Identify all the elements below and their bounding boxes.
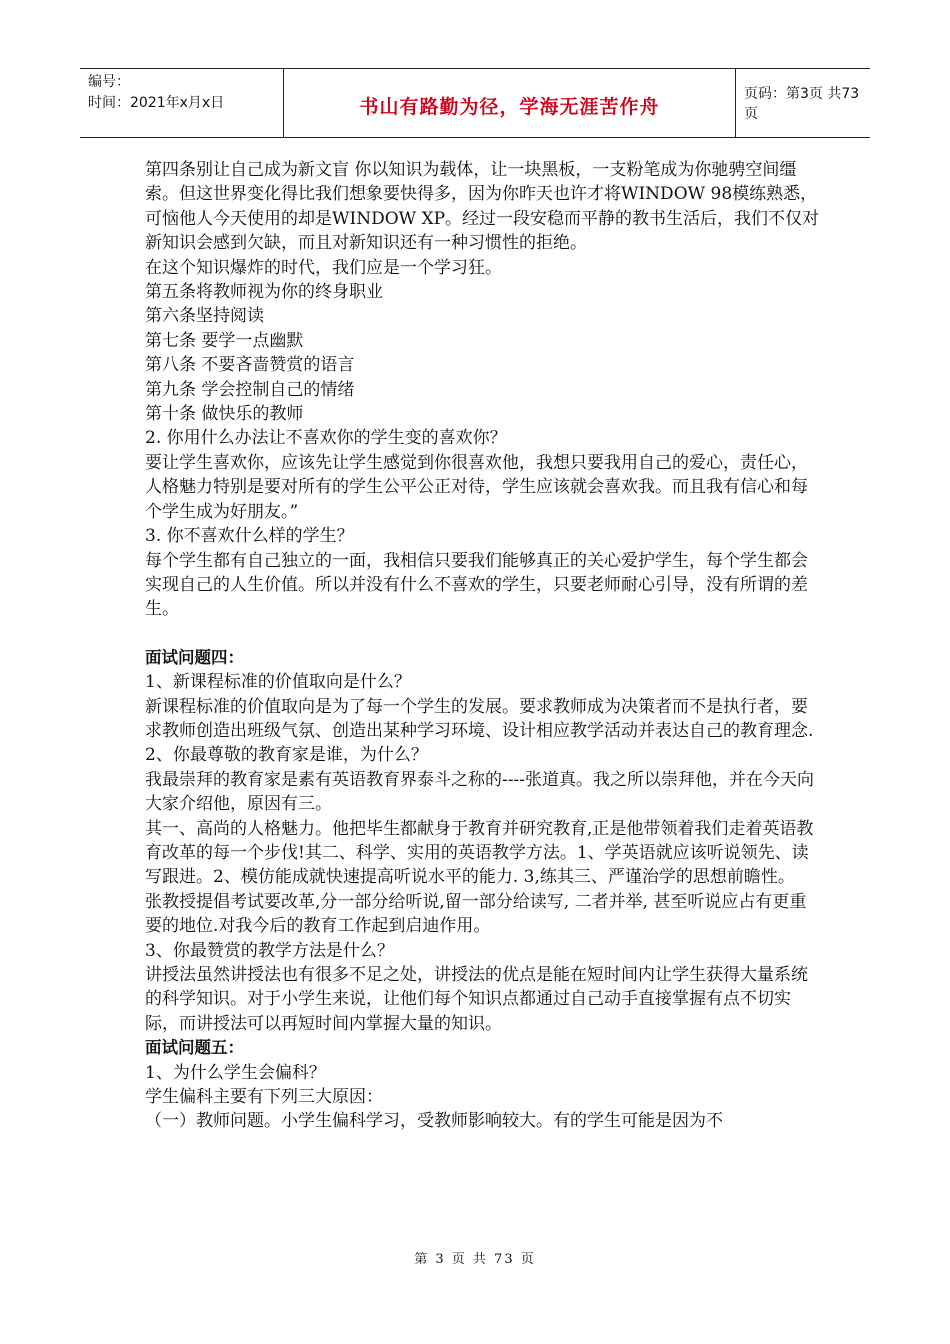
answer: 新课程标准的价值取向是为了每一个学生的发展。要求教师成为决策者而不是执行者，要求教师创造出班级气氛、创造出某种学习环境、设计相应教学活动并表达自己的教育理念. xyxy=(145,696,814,741)
question: 1、新课程标准的价值取向是什么？ xyxy=(145,672,411,693)
answer: 要让学生喜欢你，应该先让学生感觉到你很喜欢他，我想只要我用自己的爱心，责任心，人格魅力特别是要对所有的学生公平公正对待，学生应该就会喜欢我。而且我有信心和每个学生成为好朋友。” xyxy=(145,452,808,522)
answer: 学生偏科主要有下列三大原因： xyxy=(145,1087,383,1108)
doc-number-label: 编号： xyxy=(88,74,130,90)
list-item: 第九条 学会控制自己的情绪 xyxy=(145,379,355,400)
answer: 我最崇拜的教育家是素有英语教育界泰斗之称的----张道真。我之所以崇拜他，并在今天向大家介绍他，原因有三。 xyxy=(145,769,814,815)
question: 2. 你用什么办法让不喜欢你的学生变的喜欢你？ xyxy=(145,428,507,449)
spacer xyxy=(145,622,820,646)
page-header xyxy=(80,68,870,138)
list-item: 第五条将教师视为你的终身职业 xyxy=(145,282,383,303)
question: 3. 你不喜欢什么样的学生？ xyxy=(145,526,354,547)
header-page-code: 页码：第3页 共73页 xyxy=(744,86,860,122)
list-item: 第八条 不要吝啬赞赏的语言 xyxy=(145,355,355,376)
page-footer: 第 3 页 共 73 页 xyxy=(414,1252,536,1267)
answer: 每个学生都有自己独立的一面，我相信只要我们能够真正的关心爱护学生，每个学生都会实现自己的人生价值。所以并没有什么不喜欢的学生，只要老师耐心引导，没有所谓的差生。 xyxy=(145,550,808,620)
section-heading: 面试问题五： xyxy=(145,1038,244,1058)
answer: 讲授法虽然讲授法也有很多不足之处，讲授法的优点是能在短时间内让学生获得大量系统的科学知识。对于小学生来说，让他们每个知识点都通过自己动手直接掌握有点不切实际，而讲授法可以再短时间内掌握大量的知识。 xyxy=(145,965,808,1034)
question: 2、你最尊敬的教育家是谁，为什么？ xyxy=(145,745,428,766)
date-line: 时间：2021年x月x日 xyxy=(88,95,225,111)
question: 1、为什么学生会偏科？ xyxy=(145,1062,326,1083)
list-item: 第六条坚持阅读 xyxy=(145,306,264,327)
list-item: 第七条 要学一点幽默 xyxy=(145,330,304,351)
header-meta xyxy=(80,69,284,137)
answer: 其一、高尚的人格魅力。他把毕生都献身于教育并研究教育,正是他带领着我们走着英语教育改革的每一个步伐!其二、科学、实用的英语教学方法。1、学英语就应该听说领先、读写跟进。2、模仿能成就快速提高听说水平的能力. 3,练其三、严谨治学的思想前瞻性。 xyxy=(145,818,814,888)
header-motto: 书山有路勤为径，学海无涯苦作舟 xyxy=(284,69,736,137)
question: 3、你最赞赏的教学方法是什么？ xyxy=(145,940,394,961)
answer: （一）教师问题。小学生偏科学习，受教师影响较大。有的学生可能是因为不 xyxy=(145,1111,723,1132)
section-heading: 面试问题四： xyxy=(145,647,244,667)
paragraph: 第四条别让自己成为新文盲 你以知识为载体，让一块黑板，一支粉笔成为你驰骋空间缰索。但这世界变化得比我们想象要快得多，因为你昨天也许才将WINDOW 98模练熟悉，可恼他人今天使用的却是WINDOW XP。经过一段安稳而平静的教书生活后，我们不仅对新知识会感到欠缺，而且对新知识还有一种习惯性的拒绝。 xyxy=(145,160,820,254)
answer: 张教授提倡考试要改革,分一部分给听说,留一部分给读写, 二者并举, 甚至听说应占有更重要的地位.对我今后的教育工作起到启迪作用。 xyxy=(145,891,807,937)
paragraph: 在这个知识爆炸的时代，我们应是一个学习狂。 xyxy=(145,257,502,278)
document-body xyxy=(145,158,820,1134)
list-item: 第十条 做快乐的教师 xyxy=(145,404,304,425)
